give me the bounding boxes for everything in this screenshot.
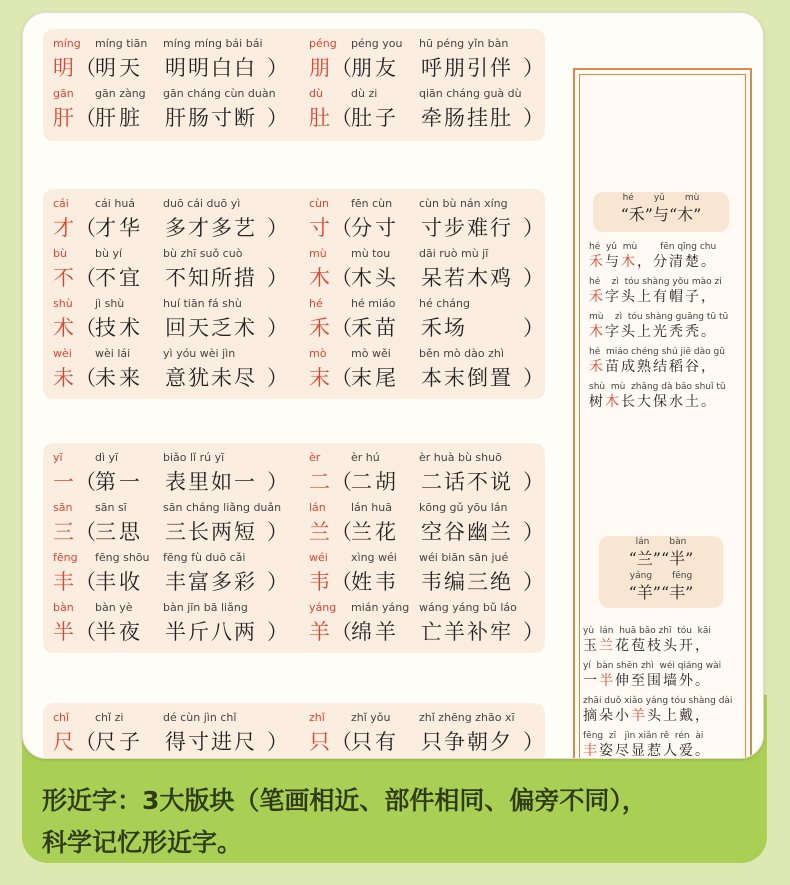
word: 木头 [351, 266, 399, 290]
word-pinyin: hé miáo [351, 297, 396, 310]
char-pinyin: míng [53, 37, 81, 50]
open-paren: （ [331, 366, 352, 390]
pinyin-row [309, 247, 569, 263]
word: 姓韦 [351, 570, 399, 594]
pinyin-row [309, 451, 569, 467]
verse-pinyin: mù zì tóu shàng guāng tū tū [589, 312, 729, 322]
word-block [43, 189, 545, 399]
word: 二胡 [351, 470, 399, 494]
close-paren: ） [267, 620, 288, 644]
pinyin-row [309, 711, 569, 727]
word-entry [53, 451, 303, 495]
verse-line [589, 347, 739, 376]
word-entry [309, 87, 559, 131]
word-pinyin: cái huá [95, 197, 136, 210]
word: 未来 [95, 366, 143, 390]
idiom-pinyin: cùn bù nán xíng [419, 197, 508, 210]
hanzi-row [309, 726, 569, 754]
close-paren: ） [523, 56, 544, 80]
close-paren: ） [267, 106, 288, 130]
word-entry [53, 551, 303, 595]
worksheet-page [22, 12, 764, 759]
idiom-pinyin: zhǐ zhēng zhāo xī [419, 711, 515, 724]
word-entry [53, 87, 303, 131]
sidebar-verse-lan-ban [583, 626, 733, 759]
char-pinyin: péng [309, 37, 337, 50]
char-pinyin: mò [309, 347, 327, 360]
idiom-pinyin: huí tiān fá shù [163, 297, 242, 310]
char-pinyin: sān [53, 501, 73, 514]
word-entry [309, 197, 559, 241]
open-paren: （ [75, 520, 96, 544]
char-pinyin: cái [53, 197, 69, 210]
word-entry [309, 601, 559, 645]
char-pinyin: bàn [53, 601, 74, 614]
hanzi-row [309, 616, 569, 644]
open-paren: （ [75, 106, 96, 130]
idiom-pinyin: míng míng bái bái [163, 37, 263, 50]
open-paren: （ [331, 316, 352, 340]
sidebar-tag-lan-ban [599, 536, 723, 608]
verse-line [583, 626, 733, 655]
verse-hanzi: 玉 兰 花 苞 枝 头 开 ， [583, 638, 709, 654]
target-char: 兰 [309, 520, 330, 544]
hanzi-row [53, 566, 313, 594]
word-pinyin: dì yī [95, 451, 119, 464]
target-char: 三 [53, 520, 74, 544]
close-paren: ） [523, 620, 544, 644]
hanzi-row [309, 262, 569, 290]
caption-line-1: 形近字：3大版块（笔画相近、部件相同、偏旁不同）， [42, 786, 647, 815]
idiom: 意犹未尽 [165, 366, 257, 390]
word-entry [309, 347, 559, 391]
idiom: 韦编三绝 [421, 570, 513, 594]
idiom: 半斤八两 [165, 620, 257, 644]
pinyin-row [53, 37, 313, 53]
char-pinyin: shù [53, 297, 73, 310]
idiom: 呆若木鸡 [421, 266, 513, 290]
verse-pinyin: hé yǔ mù fēn qīng chu [589, 242, 717, 252]
open-paren: （ [331, 570, 352, 594]
char-pinyin: zhǐ [309, 711, 325, 724]
open-paren: （ [75, 216, 96, 240]
idiom: 肝肠寸断 [165, 106, 257, 130]
char-pinyin: bù [53, 247, 67, 260]
verse-pinyin: yí bàn shēn zhì wéi qiáng wài [583, 661, 722, 671]
pinyin-row [309, 197, 569, 213]
close-paren: ） [267, 56, 288, 80]
pinyin-row [53, 501, 313, 517]
verse-line [589, 312, 739, 341]
idiom: 禾场 [421, 316, 467, 340]
word: 肝脏 [95, 106, 143, 130]
close-paren: ） [267, 570, 288, 594]
word-block [43, 29, 545, 141]
pinyin-row [309, 601, 569, 617]
verse-pinyin: hé miáo chéng shú jiē dào gǔ [589, 347, 725, 357]
pinyin-row [309, 87, 569, 103]
idiom-pinyin: yì yóu wèi jìn [163, 347, 236, 360]
pinyin-row [53, 197, 313, 213]
word: 分寸 [351, 216, 399, 240]
target-char: 未 [53, 366, 74, 390]
idiom-pinyin: běn mò dào zhì [419, 347, 504, 360]
close-paren: ） [267, 366, 288, 390]
open-paren: （ [331, 730, 352, 754]
hanzi-row [53, 262, 313, 290]
close-paren: ） [523, 106, 544, 130]
target-char: 明 [53, 56, 74, 80]
caption-text [42, 780, 762, 864]
hanzi-row [53, 466, 313, 494]
word: 绵羊 [351, 620, 399, 644]
pinyin-row [309, 37, 569, 53]
idiom: 多才多艺 [165, 216, 257, 240]
tag-hanzi: “禾”与“木” [620, 205, 702, 224]
word: 尺子 [95, 730, 143, 754]
pinyin-row [309, 551, 569, 567]
idiom-pinyin: gān cháng cùn duàn [163, 87, 276, 100]
target-char: 只 [309, 730, 330, 754]
open-paren: （ [75, 56, 96, 80]
target-char: 禾 [309, 316, 330, 340]
word-entry [53, 297, 303, 341]
open-paren: （ [331, 56, 352, 80]
target-char: 尺 [53, 730, 74, 754]
word-pinyin: èr hú [351, 451, 380, 464]
idiom-pinyin: hū péng yǐn bàn [419, 37, 509, 50]
verse-line [589, 277, 739, 306]
tag-hanzi-1: “兰”“半” [628, 549, 694, 568]
verse-line [589, 242, 739, 271]
word-pinyin: bù yí [95, 247, 123, 260]
word: 三思 [95, 520, 143, 544]
target-char: 丰 [53, 570, 74, 594]
word-pinyin: xìng wéi [351, 551, 397, 564]
mnemonic-sidebar [573, 68, 752, 759]
close-paren: ） [267, 316, 288, 340]
word-entry [309, 247, 559, 291]
close-paren: ） [523, 316, 544, 340]
open-paren: （ [75, 570, 96, 594]
char-pinyin: yī [53, 451, 63, 464]
open-paren: （ [75, 470, 96, 494]
open-paren: （ [75, 266, 96, 290]
verse-hanzi: 木 字 头 上 光 秃 秃 。 [589, 324, 715, 340]
word-entry [53, 197, 303, 241]
close-paren: ） [523, 520, 544, 544]
verse-pinyin: fēng zī jìn xiǎn rě rén ài [583, 731, 704, 741]
target-char: 半 [53, 620, 74, 644]
word-block [43, 443, 545, 653]
hanzi-row [53, 52, 313, 80]
close-paren: ） [523, 266, 544, 290]
pinyin-row [53, 87, 313, 103]
word-pinyin: mò wěi [351, 347, 391, 360]
open-paren: （ [331, 266, 352, 290]
hanzi-row [309, 52, 569, 80]
tag-pinyin-2: yáng fēng [629, 571, 693, 581]
idiom: 亡羊补牢 [421, 620, 513, 644]
word: 技术 [95, 316, 143, 340]
pinyin-row [53, 601, 313, 617]
close-paren: ） [267, 470, 288, 494]
word-pinyin: dù zi [351, 87, 378, 100]
target-char: 术 [53, 316, 74, 340]
word-pinyin: jì shù [95, 297, 125, 310]
idiom: 表里如一 [165, 470, 257, 494]
idiom: 只争朝夕 [421, 730, 513, 754]
word: 末尾 [351, 366, 399, 390]
idiom: 三长两短 [165, 520, 257, 544]
char-pinyin: mù [309, 247, 327, 260]
open-paren: （ [331, 520, 352, 544]
pinyin-row [53, 297, 313, 313]
verse-line [583, 661, 733, 690]
idiom-pinyin: wéi biān sān jué [419, 551, 509, 564]
target-char: 不 [53, 266, 74, 290]
target-char: 朋 [309, 56, 330, 80]
open-paren: （ [331, 470, 352, 494]
char-pinyin: cùn [309, 197, 329, 210]
close-paren: ） [267, 520, 288, 544]
word-entry [309, 501, 559, 545]
idiom: 空谷幽兰 [421, 520, 513, 544]
verse-hanzi: 摘 朵 小 羊 头 上 戴 ， [583, 708, 709, 724]
idiom-pinyin: biǎo lǐ rú yī [163, 451, 225, 464]
word-pinyin: míng tiān [95, 37, 148, 50]
pinyin-row [53, 247, 313, 263]
idiom: 明明白白 [165, 56, 257, 80]
word: 丰收 [95, 570, 143, 594]
pinyin-row [53, 451, 313, 467]
pinyin-row [53, 347, 313, 363]
close-paren: ） [523, 570, 544, 594]
verse-pinyin: zhāi duǒ xiǎo yáng tóu shàng dài [583, 696, 733, 706]
pinyin-row [309, 501, 569, 517]
tag-pinyin-1: lán bàn [635, 537, 687, 547]
close-paren: ） [267, 216, 288, 240]
open-paren: （ [75, 730, 96, 754]
idiom: 牵肠挂肚 [421, 106, 513, 130]
char-pinyin: wéi [309, 551, 328, 564]
idiom-pinyin: èr huà bù shuō [419, 451, 502, 464]
char-pinyin: dù [309, 87, 323, 100]
hanzi-row [309, 212, 569, 240]
word: 第一 [95, 470, 143, 494]
word: 禾苗 [351, 316, 399, 340]
word-pinyin: fēng shōu [95, 551, 150, 564]
word-entry [309, 551, 559, 595]
hanzi-row [309, 102, 569, 130]
word-entry [53, 711, 303, 755]
word-pinyin: zhǐ yǒu [351, 711, 391, 724]
idiom: 回天乏术 [165, 316, 257, 340]
open-paren: （ [331, 620, 352, 644]
word-pinyin: sān sī [95, 501, 127, 514]
word: 不宜 [95, 266, 143, 290]
target-char: 二 [309, 470, 330, 494]
word: 朋友 [351, 56, 399, 80]
target-char: 肝 [53, 106, 74, 130]
word-pinyin: bàn yè [95, 601, 133, 614]
idiom: 寸步难行 [421, 216, 513, 240]
idiom-pinyin: wáng yáng bǔ láo [419, 601, 517, 614]
hanzi-row [309, 466, 569, 494]
word: 只有 [351, 730, 399, 754]
caption-line-2: 科学记忆形近字。 [42, 828, 243, 857]
char-pinyin: yáng [309, 601, 337, 614]
idiom-pinyin: fēng fù duō cǎi [163, 551, 246, 564]
open-paren: （ [75, 366, 96, 390]
pinyin-row [53, 551, 313, 567]
idiom-pinyin: dé cùn jìn chǐ [163, 711, 237, 724]
target-char: 寸 [309, 216, 330, 240]
idiom: 本末倒置 [421, 366, 513, 390]
close-paren: ） [523, 470, 544, 494]
word-pinyin: wèi lái [95, 347, 131, 360]
verse-line [583, 696, 733, 725]
word-pinyin: péng you [351, 37, 403, 50]
close-paren: ） [267, 730, 288, 754]
idiom-pinyin: sān cháng liǎng duǎn [163, 501, 282, 514]
idiom-pinyin: qiān cháng guà dù [419, 87, 522, 100]
pinyin-row [309, 347, 569, 363]
pinyin-row [309, 297, 569, 313]
word-pinyin: gān zàng [95, 87, 146, 100]
word: 兰花 [351, 520, 399, 544]
hanzi-row [53, 362, 313, 390]
word-entry [309, 711, 559, 755]
word: 半夜 [95, 620, 143, 644]
word-entry [309, 297, 559, 341]
word-entry [53, 501, 303, 545]
open-paren: （ [75, 316, 96, 340]
word-entry [309, 37, 559, 81]
idiom-pinyin: hé cháng [419, 297, 470, 310]
word-entry [309, 451, 559, 495]
tag-hanzi-2: “羊”“丰” [628, 583, 694, 602]
hanzi-row [53, 312, 313, 340]
verse-line [583, 731, 733, 759]
target-char: 末 [309, 366, 330, 390]
char-pinyin: èr [309, 451, 321, 464]
hanzi-row [309, 362, 569, 390]
word: 才华 [95, 216, 143, 240]
sidebar-verse-he-mu [589, 242, 739, 417]
word-block [43, 703, 545, 759]
verse-hanzi: 禾 与 木 ， 分 清 楚 。 [589, 254, 715, 270]
hanzi-row [53, 212, 313, 240]
idiom-pinyin: kōng gǔ yōu lán [419, 501, 508, 514]
close-paren: ） [523, 730, 544, 754]
word-entry [53, 601, 303, 645]
close-paren: ） [523, 366, 544, 390]
char-pinyin: hé [309, 297, 323, 310]
idiom: 得寸进尺 [165, 730, 257, 754]
hanzi-row [309, 566, 569, 594]
word-pinyin: chǐ zi [95, 711, 124, 724]
idiom-pinyin: duō cái duō yì [163, 197, 241, 210]
target-char: 韦 [309, 570, 330, 594]
idiom: 不知所措 [165, 266, 257, 290]
idiom-pinyin: bù zhī suǒ cuò [163, 247, 243, 260]
char-pinyin: chǐ [53, 711, 70, 724]
verse-hanzi: 树 木 长 大 保 水 土 。 [589, 394, 715, 410]
word-pinyin: mián yáng [351, 601, 410, 614]
target-char: 肚 [309, 106, 330, 130]
idiom: 呼朋引伴 [421, 56, 513, 80]
pinyin-row [53, 711, 313, 727]
tag-pinyin: hé yǔ mù [622, 193, 700, 203]
open-paren: （ [331, 106, 352, 130]
idiom-pinyin: bàn jīn bā liǎng [163, 601, 248, 614]
target-char: 羊 [309, 620, 330, 644]
hanzi-row [53, 516, 313, 544]
char-pinyin: fēng [53, 551, 78, 564]
verse-pinyin: shù mù zhǎng dà bǎo shuǐ tǔ [589, 382, 726, 392]
verse-hanzi: 禾 字 头 上 有 帽 子 ， [589, 289, 715, 305]
target-char: 木 [309, 266, 330, 290]
verse-hanzi: 一 半 伸 至 围 墙 外 。 [583, 673, 709, 689]
word-pinyin: mù tou [351, 247, 391, 260]
word: 肚子 [351, 106, 399, 130]
char-pinyin: lán [309, 501, 326, 514]
char-pinyin: gān [53, 87, 74, 100]
char-pinyin: wèi [53, 347, 72, 360]
hanzi-row [309, 312, 569, 340]
word-pinyin: fēn cùn [351, 197, 393, 210]
open-paren: （ [75, 620, 96, 644]
hanzi-row [53, 726, 313, 754]
hanzi-row [53, 102, 313, 130]
sidebar-tag-he-mu [593, 192, 729, 232]
close-paren: ） [267, 266, 288, 290]
verse-hanzi: 丰 姿 尽 显 惹 人 爱 。 [583, 743, 709, 759]
target-char: 一 [53, 470, 74, 494]
word-entry [53, 247, 303, 291]
word-entry [53, 347, 303, 391]
hanzi-row [53, 616, 313, 644]
idiom-pinyin: dāi ruò mù jī [419, 247, 489, 260]
open-paren: （ [331, 216, 352, 240]
target-char: 才 [53, 216, 74, 240]
verse-line [589, 382, 739, 411]
word-entry [53, 37, 303, 81]
word-pinyin: lán huā [351, 501, 392, 514]
idiom: 丰富多彩 [165, 570, 257, 594]
verse-pinyin: yù lán huā bāo zhī tóu kāi [583, 626, 711, 636]
verse-hanzi: 禾 苗 成 熟 结 稻 谷 ， [589, 359, 715, 375]
verse-pinyin: hé zì tóu shàng yǒu mào zi [589, 277, 722, 287]
word: 明天 [95, 56, 143, 80]
idiom: 二话不说 [421, 470, 513, 494]
hanzi-row [309, 516, 569, 544]
close-paren: ） [523, 216, 544, 240]
